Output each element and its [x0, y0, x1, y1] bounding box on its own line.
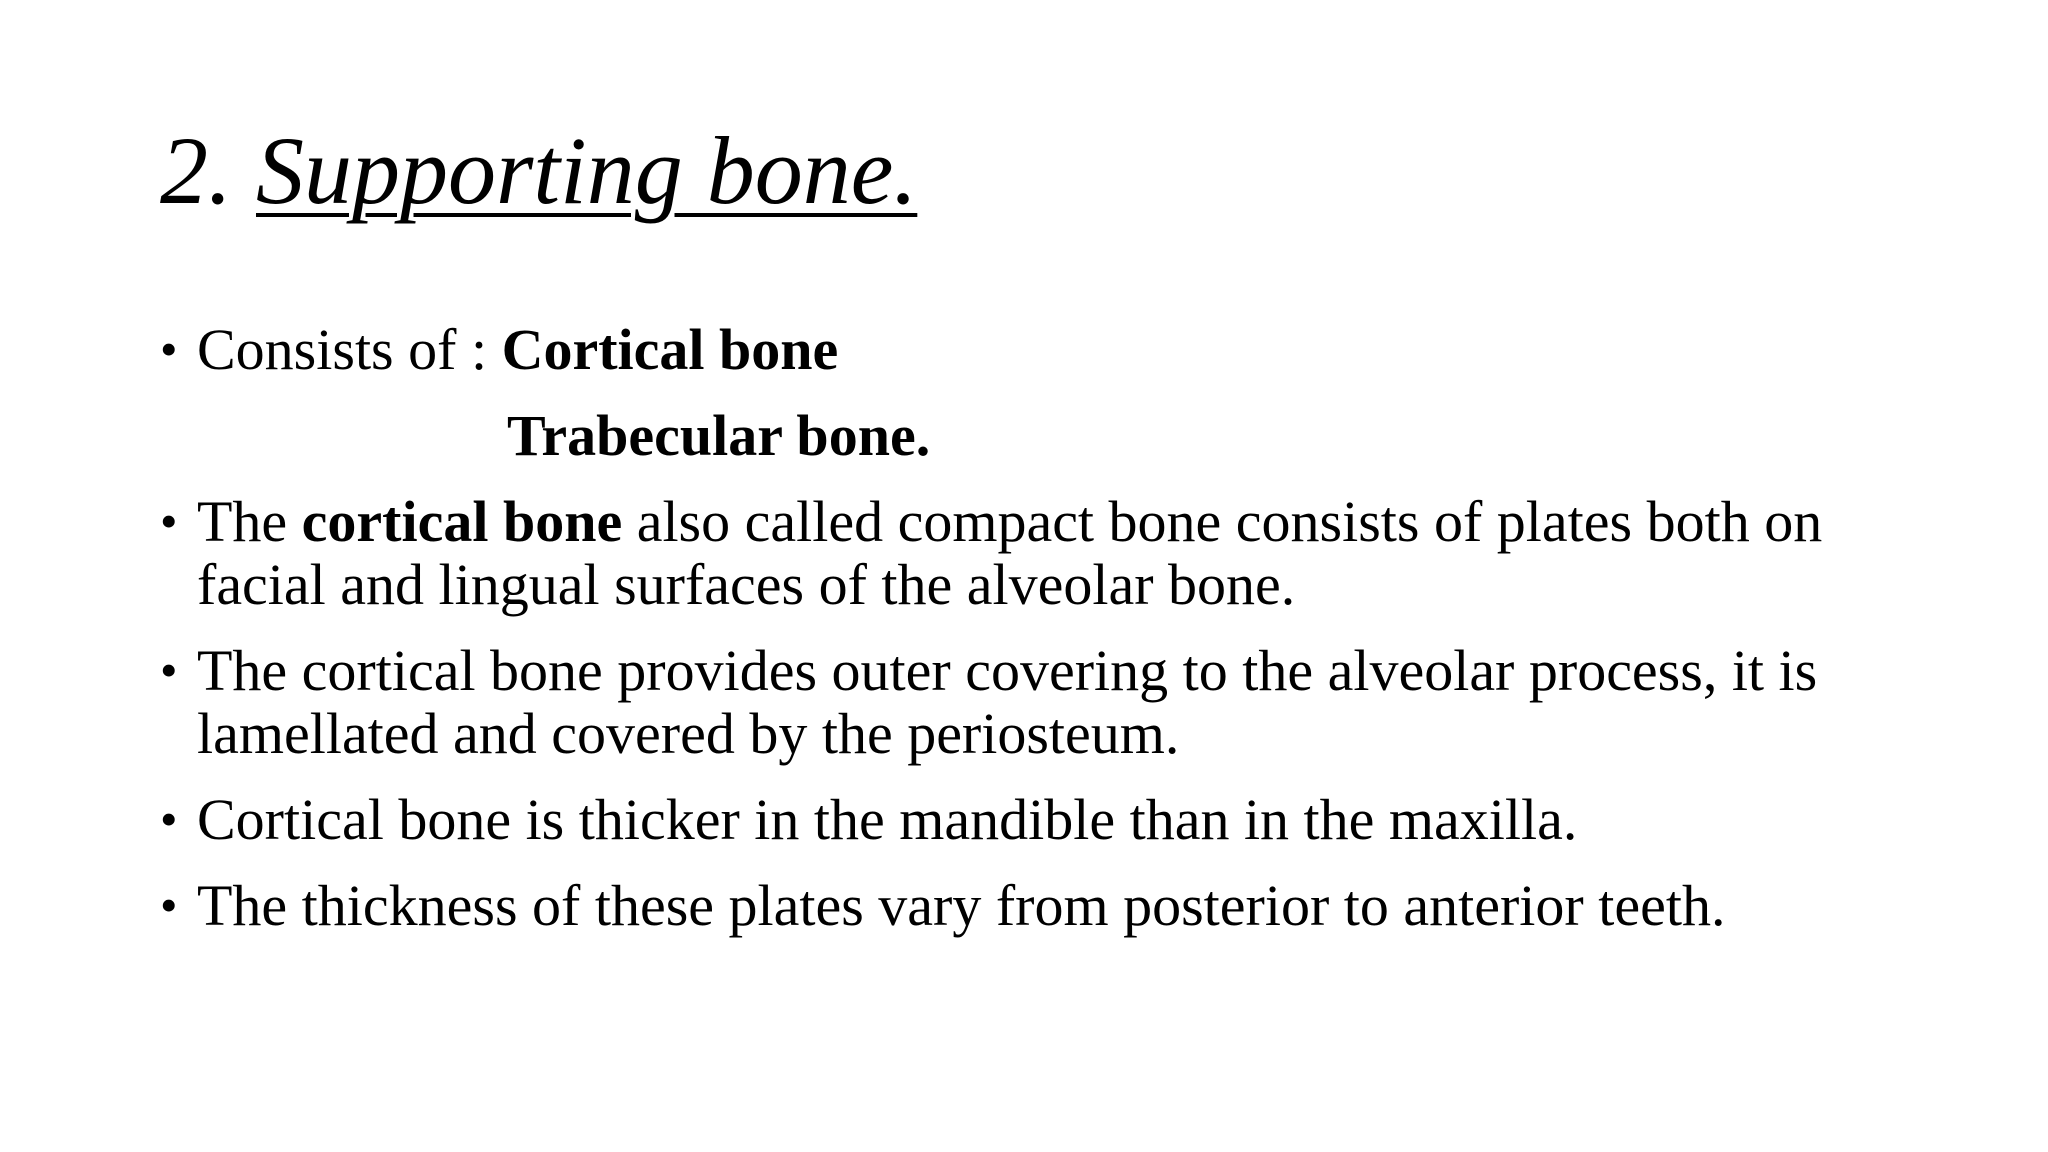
- bullet-text: The: [197, 489, 302, 554]
- bullet-dot-icon: •: [160, 877, 178, 933]
- bullet-dot-icon: •: [160, 321, 178, 377]
- title-text: Supporting bone.: [256, 117, 918, 224]
- bullet-text: The cortical bone provides outer covering to the alveolar process, it is lamellated and covered by the periosteum.: [197, 638, 1818, 766]
- bullet-dot-icon: •: [160, 642, 178, 698]
- bullet-bold-text: Cortical bone: [501, 317, 839, 382]
- bullet-item-outer-covering: [160, 639, 1920, 765]
- title-number: 2.: [160, 117, 232, 224]
- bullet-item-thicker: [160, 788, 1920, 851]
- bullet-text: Cortical bone is thicker in the mandible than in the maxilla.: [197, 787, 1578, 852]
- bullet-list: [160, 318, 1920, 960]
- bullet-bold-text: cortical bone: [301, 489, 623, 554]
- bullet-item-consists: [160, 318, 1920, 381]
- bullet-item-thickness: [160, 874, 1920, 937]
- bullet-dot-icon: •: [160, 791, 178, 847]
- slide-title: [160, 118, 917, 224]
- bullet-text: Consists of :: [197, 317, 502, 382]
- bullet-item-cortical-bone: [160, 490, 1920, 616]
- bullet-dot-icon: •: [160, 493, 178, 549]
- bullet-subline-trabecular: Trabecular bone.: [507, 403, 931, 468]
- bullet-text: The thickness of these plates vary from posterior to anterior teeth.: [197, 873, 1726, 938]
- bullet-text: also called compact bone consists of plates both on facial and lingual surfaces of the alveolar bone.: [197, 489, 1823, 617]
